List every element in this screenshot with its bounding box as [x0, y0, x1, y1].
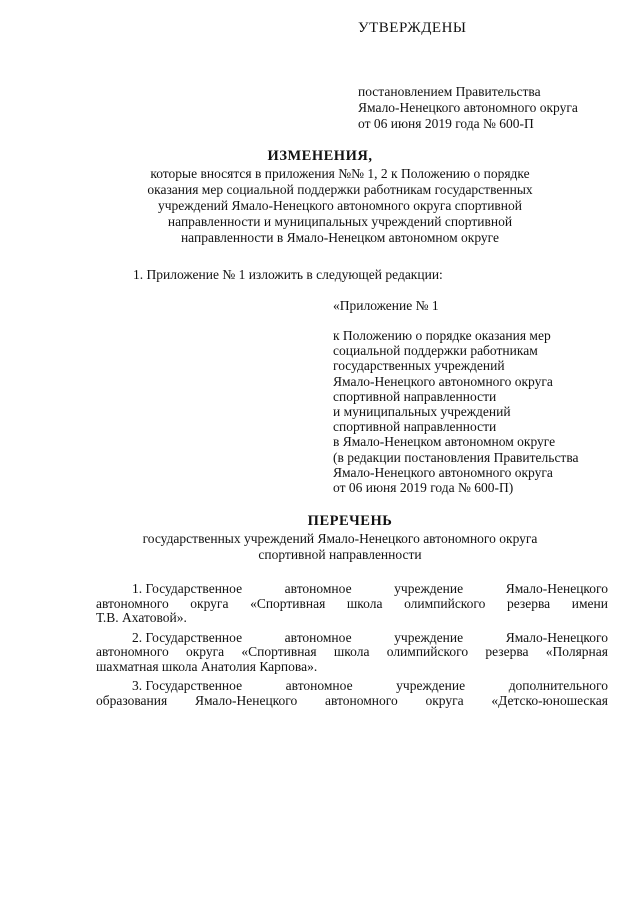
word: автономного	[96, 644, 169, 659]
word: автономное	[285, 678, 353, 693]
word: автономное	[284, 629, 352, 645]
list-item-line	[96, 679, 608, 694]
word: округа	[190, 595, 229, 611]
approval-block	[358, 84, 578, 132]
word: олимпийского	[404, 595, 486, 611]
word: автономного	[96, 595, 169, 611]
word: Ямало-Ненецкого	[194, 692, 298, 708]
annex-line: и муниципальных учреждений	[333, 404, 511, 420]
word: «Детско-юношеская	[491, 692, 608, 708]
list-item-line	[96, 631, 608, 646]
word: дополнительного	[508, 678, 608, 693]
item-1-instruction: 1. Приложение № 1 изложить в следующей редакции:	[133, 267, 443, 282]
changes-subtitle	[120, 166, 560, 246]
word: «Спортивная	[250, 595, 326, 611]
changes-subtitle-line: которые вносятся в приложения №№ 1, 2 к Положению о порядке	[150, 166, 530, 181]
word: имени	[571, 595, 608, 611]
word: «Полярная	[545, 644, 608, 659]
annex-line: от 06 июня 2019 года № 600-П)	[333, 480, 514, 496]
word: Ямало-Ненецкого	[505, 629, 608, 645]
word: 3. Государственное	[132, 678, 243, 693]
annex-reference	[333, 328, 579, 495]
word: олимпийского	[386, 644, 469, 659]
word: автономное	[284, 581, 352, 596]
word: 1. Государственное	[132, 581, 243, 596]
list-subtitle-line: спортивной направленности	[258, 547, 422, 562]
list-subtitle	[80, 531, 600, 563]
annex-line: к Положению о порядке оказания мер	[333, 328, 551, 343]
list-item-line: Т.В. Ахатовой».	[96, 610, 187, 625]
changes-subtitle-line: оказания мер социальной поддержки работникам государственных	[147, 182, 533, 197]
changes-subtitle-line: направленности в Ямало-Ненецком автономном округе	[180, 230, 500, 245]
list-item	[96, 679, 608, 708]
word: образования	[96, 692, 168, 708]
list-item-line	[96, 582, 608, 597]
list-item-line	[96, 645, 608, 660]
list-subtitle-line: государственных учреждений Ямало-Ненецкого автономного округа	[142, 531, 538, 546]
annex-line: (в редакции постановления Правительства	[333, 449, 579, 465]
changes-title: ИЗМЕНЕНИЯ,	[267, 148, 373, 164]
approval-line: от 06 июня 2019 года № 600-П	[358, 116, 534, 131]
word: 2. Государственное	[132, 629, 243, 645]
list-item-line	[96, 694, 608, 709]
word: «Спортивная	[241, 644, 317, 659]
annex-line: социальной поддержки работникам	[333, 343, 538, 359]
word: округа	[185, 644, 225, 659]
list-item-line	[96, 597, 608, 612]
word: учреждение	[394, 629, 464, 645]
word: округа	[425, 692, 464, 708]
approval-line: Ямало-Ненецкого автономного округа	[358, 100, 578, 115]
word: автономного	[325, 692, 398, 708]
changes-subtitle-line: учреждений Ямало-Ненецкого автономного округа спортивной	[157, 198, 523, 213]
word: школа	[333, 644, 370, 659]
approved-heading: УТВЕРЖДЕНЫ	[358, 20, 467, 36]
institution-list	[96, 582, 608, 713]
annex-line: спортивной направленности	[333, 388, 497, 404]
annex-line: Ямало-Ненецкого автономного округа	[333, 464, 553, 480]
list-item-line: шахматная школа Анатолия Карпова».	[96, 658, 318, 674]
list-item	[96, 631, 608, 675]
annex-line: Ямало-Ненецкого автономного округа	[333, 373, 553, 389]
list-title: ПЕРЕЧЕНЬ	[307, 513, 393, 529]
word: учреждение	[394, 581, 464, 596]
list-item	[96, 582, 608, 626]
word: резерва	[485, 644, 529, 659]
word: резерва	[506, 595, 551, 611]
word: Ямало-Ненецкого	[505, 581, 608, 596]
word: учреждение	[396, 678, 466, 693]
annex-line: государственных учреждений	[333, 358, 505, 374]
approval-line: постановлением Правительства	[358, 84, 541, 99]
annex-line: в Ямало-Ненецком автономном округе	[333, 434, 556, 450]
word: школа	[346, 595, 383, 611]
annex-line: спортивной направленности	[333, 419, 497, 435]
annex-title: «Приложение № 1	[333, 298, 439, 313]
changes-subtitle-line: направленности и муниципальных учреждений спортивной	[167, 214, 513, 229]
